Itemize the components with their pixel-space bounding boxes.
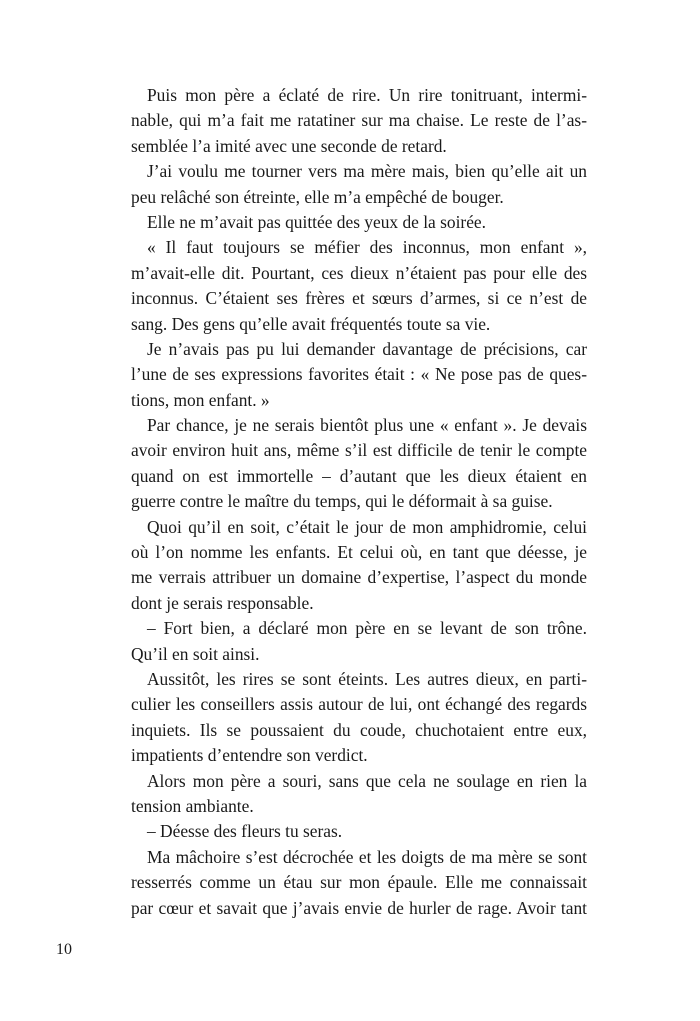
text-line: Quoi qu’il en soit, c’était le jour de mon amphidromie, celui [147,516,587,537]
page-number: 10 [56,941,72,958]
text-line: Qu’il en soit ainsi. [131,643,260,664]
text-line: me verrais attribuer un domaine d’expertise, l’aspect du monde [131,567,587,588]
text-line: Aussitôt, les rires se sont éteints. Les autres dieux, en parti- [147,668,587,689]
text-line: Par chance, je ne serais bientôt plus une « enfant ». Je devais [147,415,587,436]
text-line: Alors mon père a souri, sans que cela ne soulage en rien la [147,770,587,791]
text-line: semblée l’a imité avec une seconde de retard. [131,135,447,156]
text-line: m’avait-elle dit. Pourtant, ces dieux n’étaient pas pour elle des [131,262,587,283]
body-text [131,83,587,921]
text-line: dont je serais responsable. [131,592,314,613]
text-line: tension ambiante. [131,795,254,816]
text-line: Puis mon père a éclaté de rire. Un rire tonitruant, intermi- [147,85,587,105]
text-line: nable, qui m’a fait me ratatiner sur ma chaise. Le reste de l’as- [131,110,587,131]
text-line: impatients d’entendre son verdict. [131,745,368,766]
text-line: avoir environ huit ans, même s’il est difficile de tenir le compte [131,440,587,461]
text-line: Je n’avais pas pu lui demander davantage de précisions, car [147,338,587,359]
text-line: – Déesse des fleurs tu seras. [147,821,343,842]
text-line: resserrés comme un étau sur mon épaule. Elle me connaissait [131,872,587,893]
text-line: inquiets. Ils se poussaient du coude, chuchotaient entre eux, [131,719,587,740]
text-line: guerre contre le maître du temps, qui le déformait à sa guise. [131,491,553,512]
text-line: peu relâché son étreinte, elle m’a empêché de bouger. [131,186,504,207]
text-line: – Fort bien, a déclaré mon père en se levant de son trône. [147,618,587,639]
text-line: Elle ne m’avait pas quittée des yeux de la soirée. [147,211,486,232]
text-line: où l’on nomme les enfants. Et celui où, en tant que déesse, je [131,542,587,563]
text-line: Ma mâchoire s’est décrochée et les doigts de ma mère se sont [147,846,587,867]
text-line: par cœur et savait que j’avais envie de hurler de rage. Avoir tant [131,897,587,918]
text-line: J’ai voulu me tourner vers ma mère mais, bien qu’elle ait un [147,161,587,182]
text-line: sang. Des gens qu’elle avait fréquentés toute sa vie. [131,313,491,334]
text-line: quand on est immortelle – d’autant que les dieux étaient en [131,465,587,486]
text-line: « Il faut toujours se méfier des inconnus, mon enfant », [147,237,587,258]
text-line: inconnus. C’étaient ses frères et sœurs d’armes, si ce n’est de [131,288,587,309]
text-line: culier les conseillers assis autour de lui, ont échangé des regards [131,694,587,715]
text-line: tions, mon enfant. » [131,389,270,410]
text-line: l’une de ses expressions favorites était : « Ne pose pas de ques- [131,364,587,385]
